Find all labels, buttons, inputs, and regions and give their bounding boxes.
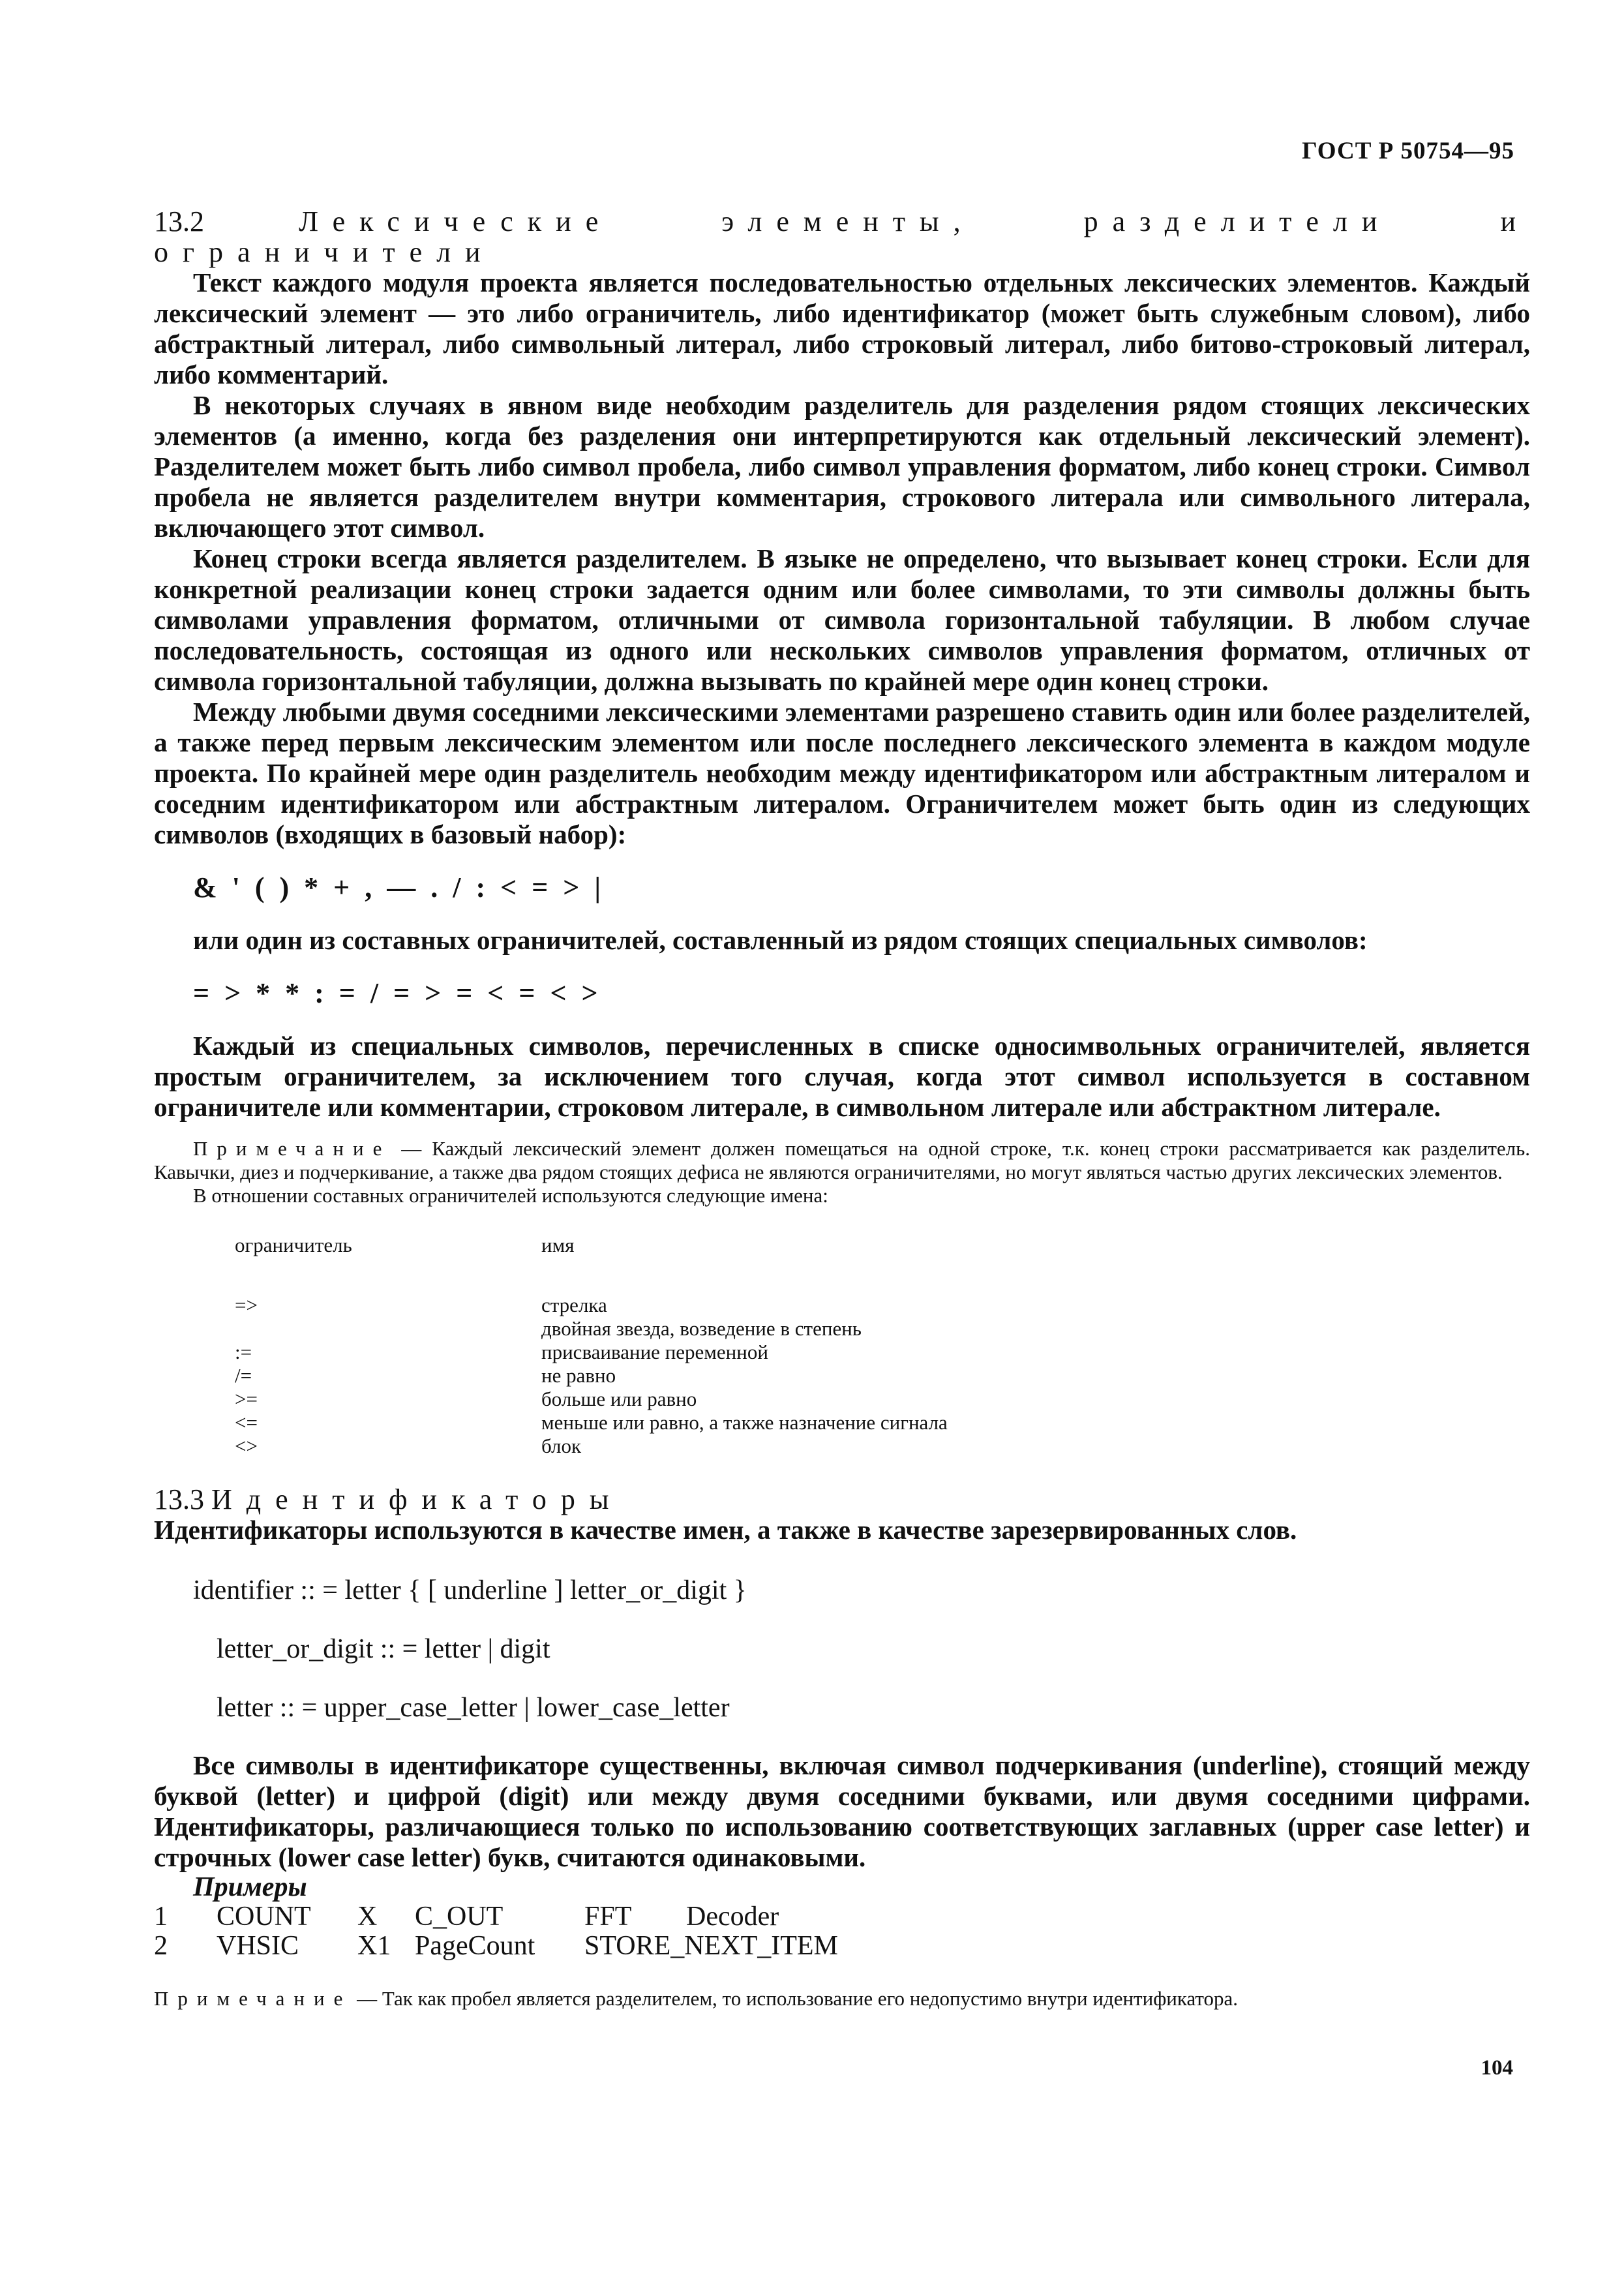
delimiter-symbol: >= bbox=[235, 1388, 258, 1410]
example-id: Decoder bbox=[686, 1902, 779, 1932]
delimiter-names-table bbox=[235, 1234, 948, 1458]
delimiter-name: стрелка bbox=[541, 1294, 607, 1316]
page-content bbox=[154, 206, 1530, 2010]
example-row bbox=[154, 1932, 1530, 1961]
section-title: Лексические элементы, разделители и ограничители bbox=[154, 205, 1531, 268]
column-header: имя bbox=[541, 1234, 575, 1256]
section-number: 13.2 bbox=[154, 205, 204, 237]
table-row bbox=[235, 1317, 948, 1341]
note bbox=[154, 1137, 1530, 1184]
example-id: STORE_NEXT_ITEM bbox=[584, 1931, 838, 1961]
compound-intro: или один из составных ограничителей, составленный из рядом стоящих специальных символов: bbox=[193, 925, 1368, 955]
note-label: Примечание bbox=[154, 1987, 352, 2010]
delimiter-name: меньше или равно, а также назначение сигнала bbox=[541, 1411, 948, 1434]
example-number: 1 bbox=[154, 1902, 168, 1932]
examples bbox=[154, 1873, 1530, 1961]
bnf-rule: identifier :: = letter { [ underline ] letter_or_digit } bbox=[193, 1575, 747, 1605]
paragraph: Каждый из специальных символов, перечисленных в списке односимвольных ограничителей, является простым ограничителем, за исключением того случая, когда этот символ используется в составном ограничителе или комментарии, строковом литерале, в символьном литерале или абстрактном литерале. bbox=[154, 1031, 1530, 1122]
paragraph: Текст каждого модуля проекта является последовательностью отдельных лексических элементов. Каждый лексический элемент — это либо ограничитель, либо идентификатор (может быть служебным словом), либо абстрактный литерал, либо символьный литерал, либо строковый литерал, либо битово-строковый литерал, либо комментарий. bbox=[154, 267, 1530, 389]
paragraph: Между любыми двумя соседними лексическими элементами разрешено ставить один или более разделителей, а также перед первым лексическим элементом или после последнего лексического элемента в каждом модуле проекта. По крайней мере один разделитель необходим между идентификатором или абстрактным литералом и соседним идентификатором или абстрактным литералом. Ограничителем может быть один из следующих символов (входящих в базовый набор): bbox=[154, 697, 1530, 849]
example-id: X1 bbox=[357, 1931, 391, 1961]
delimiter-symbol: := bbox=[235, 1341, 252, 1363]
section-13-3-heading bbox=[154, 1484, 1530, 1515]
bnf-rule: letter_or_digit :: = letter | digit bbox=[217, 1634, 550, 1664]
simple-delimiters: & ' ( ) * + , — . / : < = > | bbox=[193, 872, 605, 903]
delimiter-name: больше или равно bbox=[541, 1388, 697, 1410]
delimiter-symbol: => bbox=[235, 1294, 258, 1316]
example-id: X bbox=[357, 1902, 378, 1932]
note-text: — Каждый лексический элемент должен помещаться на одной строке, т.к. конец строки рассматривается как разделитель. Кавычки, диез и подчеркивание, а также два рядом стоящих дефиса не являются ограничителями, но могут являться частью других лексических элементов. bbox=[154, 1137, 1530, 1183]
example-number: 2 bbox=[154, 1931, 168, 1961]
standard-header: ГОСТ Р 50754—95 bbox=[1302, 138, 1514, 164]
table-row bbox=[235, 1364, 948, 1388]
paragraph: В некоторых случаях в явном виде необходим разделитель для разделения рядом стоящих лексических элементов (а именно, когда без разделения они интерпретируются как отдельный лексический элемент). Разделителем может быть либо символ пробела, либо символ управления форматом, либо конец строки. Символ пробела не является разделителем внутри комментария, строкового литерала или символьного литерала, включающего этот символ. bbox=[154, 390, 1530, 543]
delimiter-symbol: <> bbox=[235, 1434, 258, 1457]
compound-delimiters: = > * * : = / = > = < = < > bbox=[193, 977, 602, 1009]
page-number: 104 bbox=[1481, 2056, 1513, 2080]
table-row bbox=[235, 1411, 948, 1434]
table-row bbox=[235, 1341, 948, 1364]
paragraph: Все символы в идентификаторе существенны, включая символ подчеркивания (underline), стоящий между буквой (letter) и цифрой (digit) или между двумя соседними буквами, или двумя соседними цифрами. Идентификаторы, различающиеся только по использованию соответствующих заглавных (upper case letter) и строчных (lower case letter) букв, считаются одинаковыми. bbox=[154, 1750, 1530, 1872]
column-header: ограничитель bbox=[235, 1234, 352, 1256]
delimiter-name: присваивание переменной bbox=[541, 1341, 768, 1363]
example-id: C_OUT bbox=[415, 1902, 504, 1932]
note-label: Примечание bbox=[193, 1137, 391, 1160]
example-id: VHSIC bbox=[217, 1931, 299, 1961]
delimiter-name: двойная звезда, возведение в степень bbox=[541, 1317, 862, 1340]
delimiter-symbol bbox=[235, 1317, 541, 1341]
example-id: COUNT bbox=[217, 1902, 311, 1932]
table-header-row bbox=[235, 1234, 948, 1294]
table-row bbox=[235, 1294, 948, 1317]
paragraph: Идентификаторы используются в качестве имен, а также в качестве зарезервированных слов. bbox=[154, 1515, 1297, 1545]
examples-title: Примеры bbox=[193, 1872, 307, 1902]
example-id: PageCount bbox=[415, 1931, 535, 1961]
delimiter-symbol: <= bbox=[235, 1411, 258, 1434]
bnf-rules bbox=[154, 1574, 1530, 1724]
note-text: — Так как пробел является разделителем, то использование его недопустимо внутри идентификатора. bbox=[352, 1987, 1239, 2010]
section-number: 13.3 bbox=[154, 1483, 204, 1515]
example-row bbox=[154, 1902, 1530, 1932]
delimiter-name: не равно bbox=[541, 1364, 616, 1387]
example-id: FFT bbox=[584, 1902, 632, 1932]
section-13-2-heading bbox=[154, 206, 1530, 267]
table-row bbox=[235, 1434, 948, 1458]
names-intro: В отношении составных ограничителей используются следующие имена: bbox=[193, 1184, 828, 1207]
bnf-rule: letter :: = upper_case_letter | lower_case_letter bbox=[217, 1693, 730, 1723]
table-row bbox=[235, 1388, 948, 1411]
section-title: Идентификаторы bbox=[211, 1483, 624, 1515]
note bbox=[154, 1987, 1530, 2010]
paragraph: Конец строки всегда является разделителем. В языке не определено, что вызывает конец строки. Если для конкретной реализации конец строки задается одним или более символами, то эти символы должны быть символами управления форматом, отличными от символа горизонтальной табуляции. В любом случае последовательность, состоящая из одного или нескольких символов управления форматом, отличных от символа горизонтальной табуляции, должна вызывать по крайней мере один конец строки. bbox=[154, 543, 1530, 696]
delimiter-name: блок bbox=[541, 1434, 582, 1457]
delimiter-symbol: /= bbox=[235, 1364, 252, 1387]
